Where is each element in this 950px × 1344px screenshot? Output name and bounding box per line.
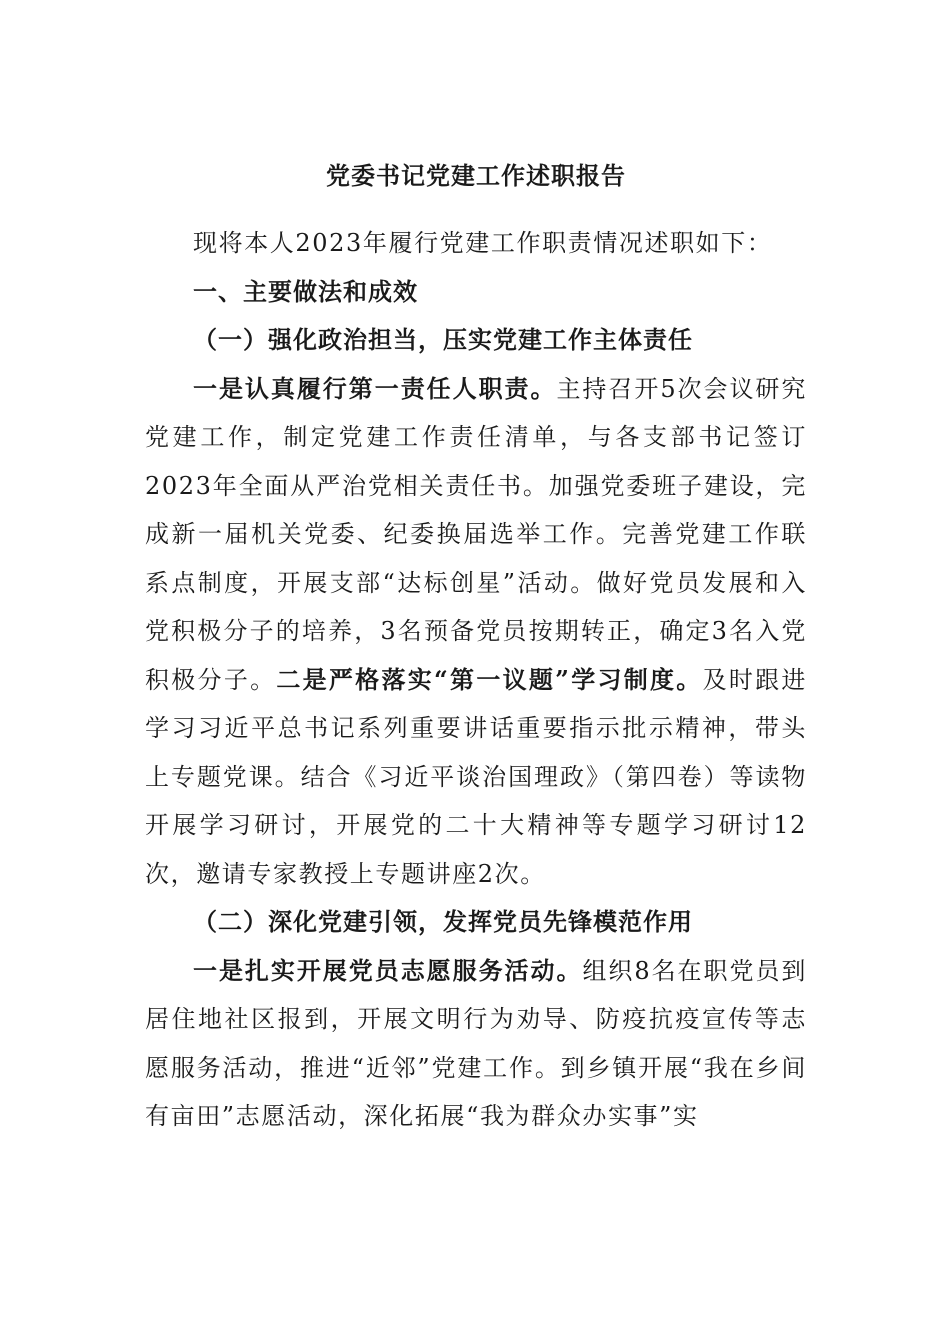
- document-body: [145, 150, 807, 1141]
- paragraph-first-responsibility: [145, 365, 807, 899]
- paragraph-volunteer-service: [145, 947, 807, 1141]
- lead-first-responsibility: 一是认真履行第一责任人职责。: [193, 373, 557, 403]
- subsection-heading-political-responsibility: （一）强化政治担当，压实党建工作主体责任: [193, 325, 693, 354]
- text-volunteer-service: 组织8名在职党员到居住地社区报到，开展文明行为劝导、防疫抗疫宣传等志愿服务活动，推进“近邻”党建工作。到乡镇开展“我在乡间有亩田”志愿活动，深化拓展“我为群众办实事”实: [145, 956, 808, 1130]
- text-first-responsibility: 主持召开5次会议研究党建工作，制定党建工作责任清单，与各支部书记签订2023年全面从严治党相关责任书。加强党委班子建设，完成新一届机关党委、纪委换届选举工作。完善党建工作联系点制度，开展支部“达标创星”活动。做好党员发展和入党积极分子的培养，3名预备党员按期转正，确定3名入党积极分子。: [145, 374, 807, 694]
- section-heading-main-practices: 一、主要做法和成效: [193, 276, 418, 306]
- lead-first-topic-study: 二是严格落实“第一议题”学习制度。: [276, 664, 703, 694]
- lead-volunteer-service: 一是扎实开展党员志愿服务活动。: [193, 955, 583, 985]
- intro-paragraph: 现将本人2023年履行党建工作职责情况述职如下：: [193, 229, 773, 257]
- text-first-topic-study: 及时跟进学习习近平总书记系列重要讲话重要指示批示精神，带头上专题党课。结合《习近平谈治国理政》（第四卷）等读物开展学习研讨，开展党的二十大精神等专题学习研讨12次，邀请专家教授上专题讲座2次。: [145, 665, 808, 888]
- subsection-heading-party-leadership: （二）深化党建引领，发挥党员先锋模范作用: [193, 907, 693, 936]
- document-title: 党委书记党建工作述职报告: [326, 161, 626, 190]
